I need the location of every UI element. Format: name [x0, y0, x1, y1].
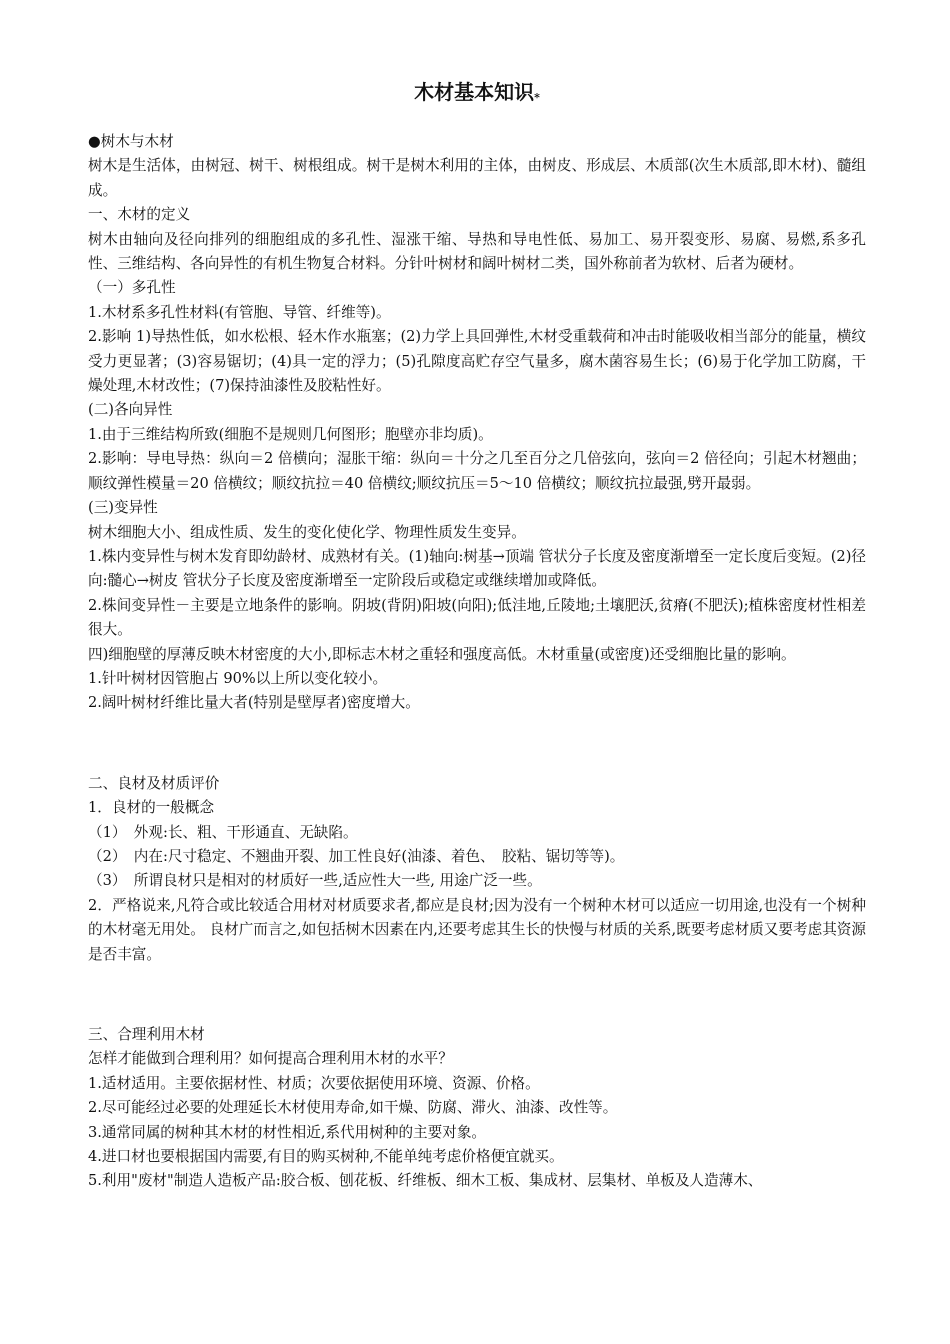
paragraph: 三、合理利用木材: [88, 1026, 205, 1043]
title-text: 木材基本知识: [414, 80, 535, 104]
paragraph: 树木由轴向及径向排列的细胞组成的多孔性、湿涨干缩、导热和导电性低、易加工、易开裂变形、易腐、易燃,系多孔性、三维结构、各向异性的有机生物复合材料。分针叶树材和阔叶树材二类，国外称前者为软材、后者为硬材。: [88, 230, 866, 273]
paragraph: 2．严格说来,凡符合或比较适合用材对材质要求者,都应是良材;因为没有一个树种木材可以适应一切用途,也没有一个树种的木材毫无用处。 良材广而言之,如包括树木因素在内,还要考虑其生长的快慢与材质的关系,既要考虑材质又要考虑其资源是否丰富。: [88, 896, 866, 963]
paragraph: （1） 外观:长、粗、干形通直、无缺陷。: [88, 823, 358, 841]
paragraph: 2.影响 1)导热性低，如水松根、轻木作水瓶塞；(2)力学上具回弹性,木材受重载荷和冲击时能吸收相当部分的能量，横纹受力更显著；(3)容易锯切；(4)具一定的浮力；(5)孔隙度高贮存空气量多，腐木菌容易生长；(6)易于化学加工防腐，干燥处理,木材改性；(7)保持油漆性及胶粘性好。: [88, 328, 866, 395]
paragraph: 怎样才能做到合理利用？如何提高合理利用木材的水平？: [88, 1050, 453, 1068]
paragraph: 1．良材的一般概念: [88, 799, 215, 817]
paragraph: （3） 所谓良材只是相对的材质好一些,适应性大一些, 用途广泛一些。: [88, 872, 542, 890]
blank-line: [88, 983, 866, 1007]
paragraph: 二、良材及材质评价: [88, 774, 220, 792]
paragraph: 1.适材适用。主要依据材性、材质；次要依据使用环境、资源、价格。: [88, 1074, 540, 1092]
paragraph: （一）多孔性: [88, 279, 176, 297]
paragraph: 1.株内变异性与树木发育即幼龄材、成熟材有关。(1)轴向:树基→顶端 管状分子长度及密度渐增至一定长度后变短。(2)径向:髓心→树皮 管状分子长度及密度渐增至一定阶段后或稳定或继续增加或降低。: [88, 547, 866, 590]
paragraph: (三)变异性: [88, 499, 158, 517]
paragraph: 1.由于三维结构所致(细胞不是规则几何图形；胞壁亦非均质)。: [88, 425, 493, 443]
paragraph: 2.阔叶树材纤维比量大者(特别是壁厚者)密度增大。: [88, 694, 420, 712]
paragraph: 1.木材系多孔性材料(有管胞、导管、纤维等)。: [88, 303, 391, 321]
paragraph: 树木细胞大小、组成性质、发生的变化使化学、物理性质发生变异。: [88, 523, 526, 541]
paragraph: 2.株间变异性－主要是立地条件的影响。阴坡(背阴)阳坡(向阳);低洼地,丘陵地;土壤肥沃,贫瘠(不肥沃);植株密度材性相差很大。: [88, 596, 866, 639]
paragraph: 5.利用"废材"制造人造板产品:胶合板、刨花板、纤维板、细木工板、集成材、层集材、单板及人造薄木、: [88, 1172, 763, 1190]
paragraph: 3.通常同属的树种其木材的材性相近,系代用树种的主要对象。: [88, 1123, 487, 1141]
document-body: [88, 130, 866, 1194]
paragraph: 一、木材的定义: [88, 206, 191, 224]
paragraph: （2） 内在:尺寸稳定、不翘曲开裂、加工性良好(油漆、着色、 胶粘、锯切等等)。: [88, 847, 625, 865]
paragraph: 2.影响：导电导热：纵向＝2 倍横向；湿胀干缩：纵向＝十分之几至百分之几倍弦向，弦向＝2 倍径向；引起木材翘曲；顺纹弹性模量＝20 倍横纹；顺纹抗拉＝40 倍横纹;顺纹抗压＝5～10 倍横纹；顺纹抗拉最强,劈开最弱。: [88, 450, 866, 492]
document-title: [88, 78, 866, 112]
paragraph: 4.进口材也要根据国内需要,有目的购买树种,不能单纯考虑价格便宜就买。: [88, 1148, 564, 1166]
paragraph: 树木是生活体，由树冠、树干、树根组成。树干是树木利用的主体，由树皮、形成层、木质部(次生木质部,即木材)、髓组成。: [88, 157, 866, 199]
title-footnote-mark: *: [534, 91, 540, 104]
paragraph: 1.针叶树材因管胞占 90%以上所以变化较小。: [88, 669, 388, 687]
paragraph: ●树木与木材: [88, 133, 174, 150]
document-page: [88, 78, 866, 1194]
blank-line: [88, 732, 866, 756]
paragraph: (二)各向异性: [88, 401, 173, 419]
paragraph: 四)细胞壁的厚薄反映木材密度的大小,即标志木材之重轻和强度高低。木材重量(或密度)还受细胞比量的影响。: [88, 645, 796, 663]
paragraph: 2.尽可能经过必要的处理延长木材使用寿命,如干燥、防腐、滞火、油漆、改性等。: [88, 1099, 618, 1117]
